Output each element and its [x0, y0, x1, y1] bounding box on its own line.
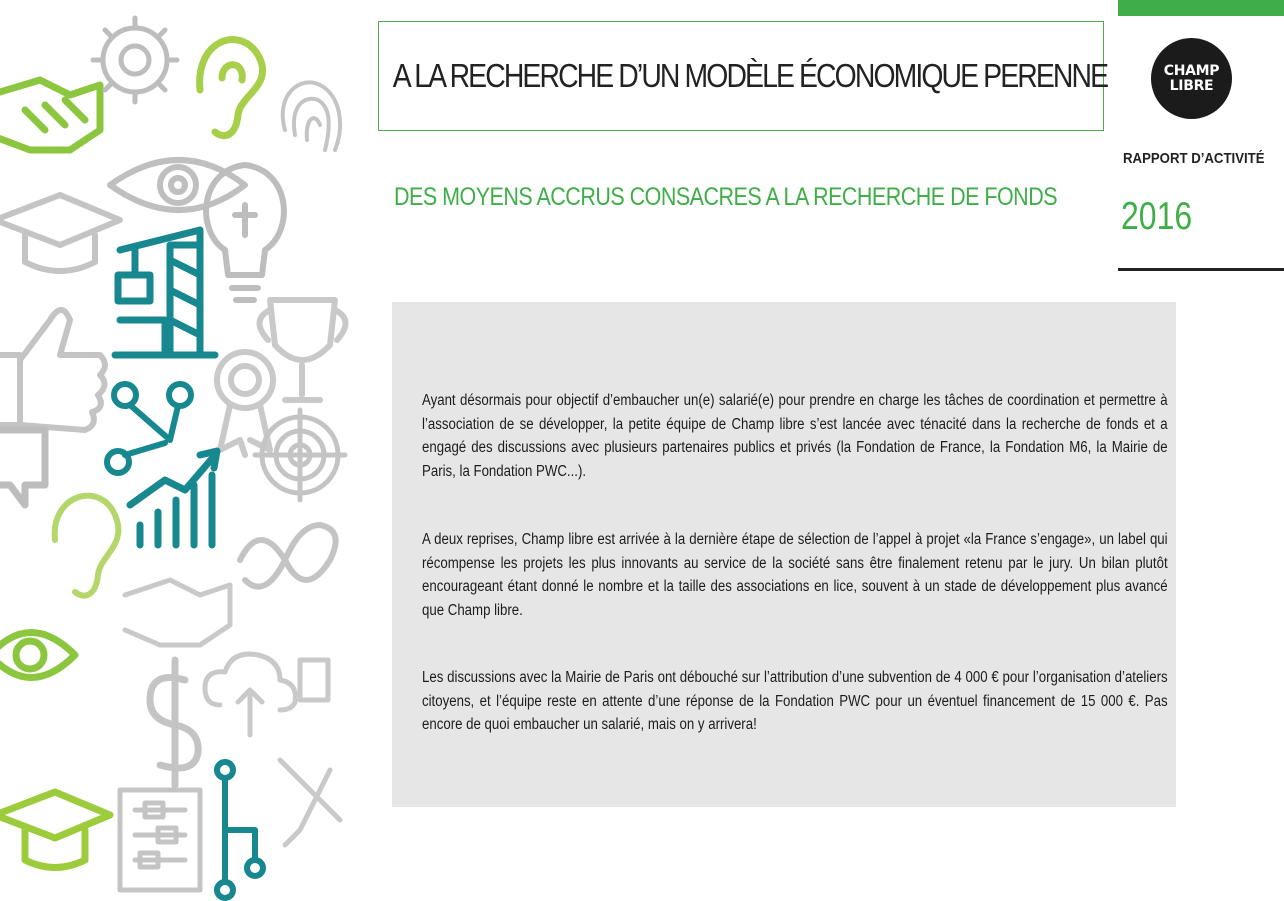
eye-icon-2 [0, 633, 75, 678]
ear-icon [200, 40, 263, 136]
ear-icon-2 [55, 496, 119, 596]
paragraph-3: Les discussions avec la Mairie de Paris ont débouché sur l’attribution d’une subvention de 4 000 € pour l’organisation d’ateliers citoyens, et l’équipe reste en attente d’une réponse de la Fondation PWC pour un éventuel financement de 15 000 €. Pas encore de quoi embaucher un salarié, mais on y arrivera! [422, 669, 1168, 734]
handshake-icon [0, 80, 100, 150]
cloud-upload-icon [205, 654, 328, 735]
report-divider [1118, 268, 1284, 271]
logo-line-2: LIBRE [1169, 77, 1214, 94]
gear-icon [93, 18, 177, 102]
fingerprint-icon [283, 82, 340, 150]
report-label: RAPPORT D’ACTIVITÉ [1123, 150, 1265, 167]
champ-libre-logo [1151, 38, 1232, 119]
graduation-cap-icon-2 [0, 792, 110, 868]
abacus-icon [120, 790, 200, 890]
plane-icon [280, 760, 340, 845]
flow-icon [217, 762, 263, 898]
dollar-icon [150, 660, 198, 785]
paragraph-2: A deux reprises, Champ libre est arrivée à la dernière étape de sélection de l’appel à projet «la France s’engage», un label qui récompense les projets les plus innovants au service de la société sans être finalement retenu par le jury. Un bilan plutôt encourageant étant donné le nombre et la taille des associations en lice, souvent à un stade de développement plus avancé que Champ libre. [422, 531, 1168, 619]
thumbs-up-icon [0, 310, 105, 430]
network-icon [107, 384, 191, 473]
eye-icon [110, 160, 245, 210]
infinity-icon [240, 525, 336, 587]
paragraph-1: Ayant désormais pour objectif d’embaucher un(e) salarié(e) pour prendre en charge les tâches de coordination et permettre à l’association de se développer, la petite équipe de Champ libre s’est lancée avec ténacité dans la recherche de fonds et a engagé des discussions avec plusieurs partenaires publics et privés (la Fondation de France, la Fondation M6, la Mairie de Paris, la Fondation PWC...). [422, 392, 1168, 480]
report-year: 2016 [1121, 195, 1193, 238]
icon-collage [0, 0, 350, 901]
graduation-cap-icon [0, 195, 120, 271]
handshake-icon-2 [125, 580, 230, 645]
chat-bubble-icon [0, 430, 45, 505]
logo-line-1: CHAMP [1163, 62, 1220, 79]
growth-chart-icon [130, 451, 217, 545]
section-subtitle: DES MOYENS ACCRUS CONSACRES A LA RECHERCHE DE FONDS [394, 183, 1058, 211]
green-tab [1118, 0, 1284, 16]
page-title: A LA RECHERCHE D’UN MODÈLE ÉCONOMIQUE PERENNE [392, 57, 1108, 94]
text-panel [392, 302, 1176, 807]
target-icon [255, 410, 345, 500]
crane-icon [115, 230, 215, 355]
title-box [378, 21, 1108, 131]
